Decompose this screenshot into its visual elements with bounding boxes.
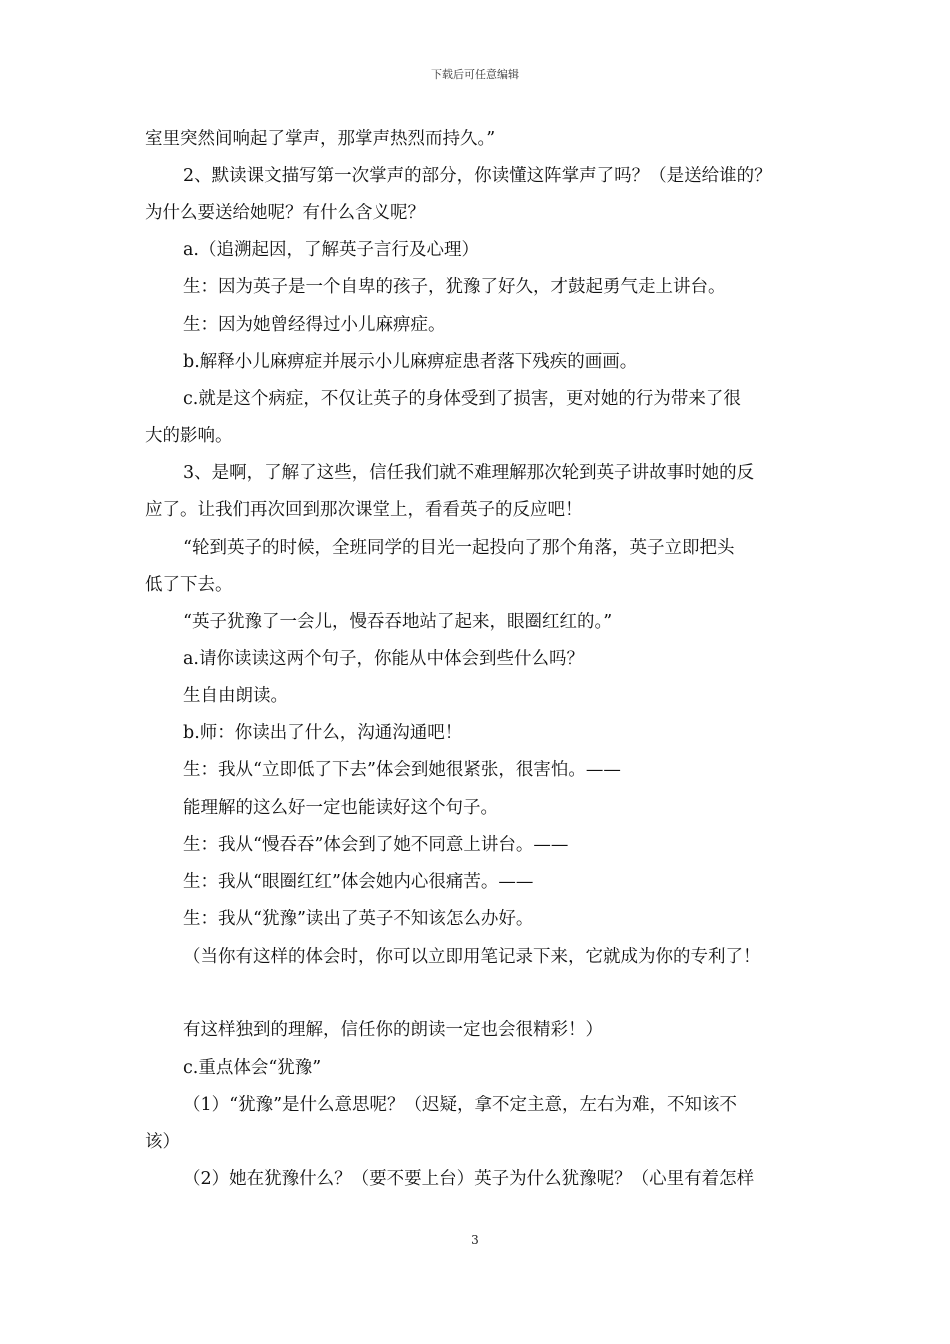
text-line: a.（追溯起因，了解英子言行及心理） (183, 240, 479, 260)
header-note: 下载后可任意编辑 (431, 68, 519, 81)
text-line: 该） (145, 1132, 180, 1152)
text-line: “轮到英子的时候，全班同学的目光一起投向了那个角落，英子立即把头 (183, 538, 735, 558)
text-line: 生：我从“犹豫”读出了英子不知该怎么办好。 (183, 909, 534, 929)
text-line: 生：我从“立即低了下去”体会到她很紧张，很害怕。—— (183, 760, 621, 780)
text-line: 生：因为她曾经得过小儿麻痹症。 (183, 315, 446, 335)
text-line: b.师：你读出了什么，沟通沟通吧！ (183, 723, 463, 743)
page-number: 3 (471, 1233, 479, 1247)
text-line: 生：我从“慢吞吞”体会到了她不同意上讲台。—— (183, 835, 569, 855)
text-line: 生：我从“眼圈红红”体会她内心很痛苦。—— (183, 872, 534, 892)
text-line: 3、是啊，了解了这些，信任我们就不难理解那次轮到英子讲故事时她的反 (183, 463, 755, 483)
text-line: 有这样独到的理解，信任你的朗读一定也会很精彩！） (183, 1020, 603, 1040)
text-line: 能理解的这么好一定也能读好这个句子。 (183, 798, 498, 818)
text-line: 生自由朗读。 (183, 686, 288, 706)
text-line: 室里突然间响起了掌声，那掌声热烈而持久。” (145, 129, 496, 149)
text-line: 2、默读课文描写第一次掌声的部分，你读懂这阵掌声了吗？（是送给谁的？ (183, 166, 772, 186)
text-line: b.解释小儿麻痹症并展示小儿麻痹症患者落下残疾的画画。 (183, 352, 638, 372)
text-line: “英子犹豫了一会儿，慢吞吞地站了起来，眼圈红红的。” (183, 612, 613, 632)
text-line: （2）她在犹豫什么？（要不要上台）英子为什么犹豫呢？（心里有着怎样 (183, 1169, 755, 1189)
text-line: 大的影响。 (145, 426, 233, 446)
text-line: a.请你读读这两个句子，你能从中体会到些什么吗？ (183, 649, 584, 669)
text-line: 低了下去。 (145, 575, 233, 595)
text-line: 生：因为英子是一个自卑的孩子，犹豫了好久，才鼓起勇气走上讲台。 (183, 277, 726, 297)
text-line: （1）“犹豫”是什么意思呢？（迟疑，拿不定主意，左右为难，不知该不 (183, 1095, 738, 1115)
text-line: c.就是这个病症，不仅让英子的身体受到了损害，更对她的行为带来了很 (183, 389, 741, 409)
text-line: 为什么要送给她呢？有什么含义呢？ (145, 203, 425, 223)
text-line: 应了。让我们再次回到那次课堂上，看看英子的反应吧！ (145, 500, 583, 520)
text-line: c.重点体会“犹豫” (183, 1058, 322, 1078)
text-line: （当你有这样的体会时，你可以立即用笔记录下来，它就成为你的专利了！ (183, 947, 761, 967)
